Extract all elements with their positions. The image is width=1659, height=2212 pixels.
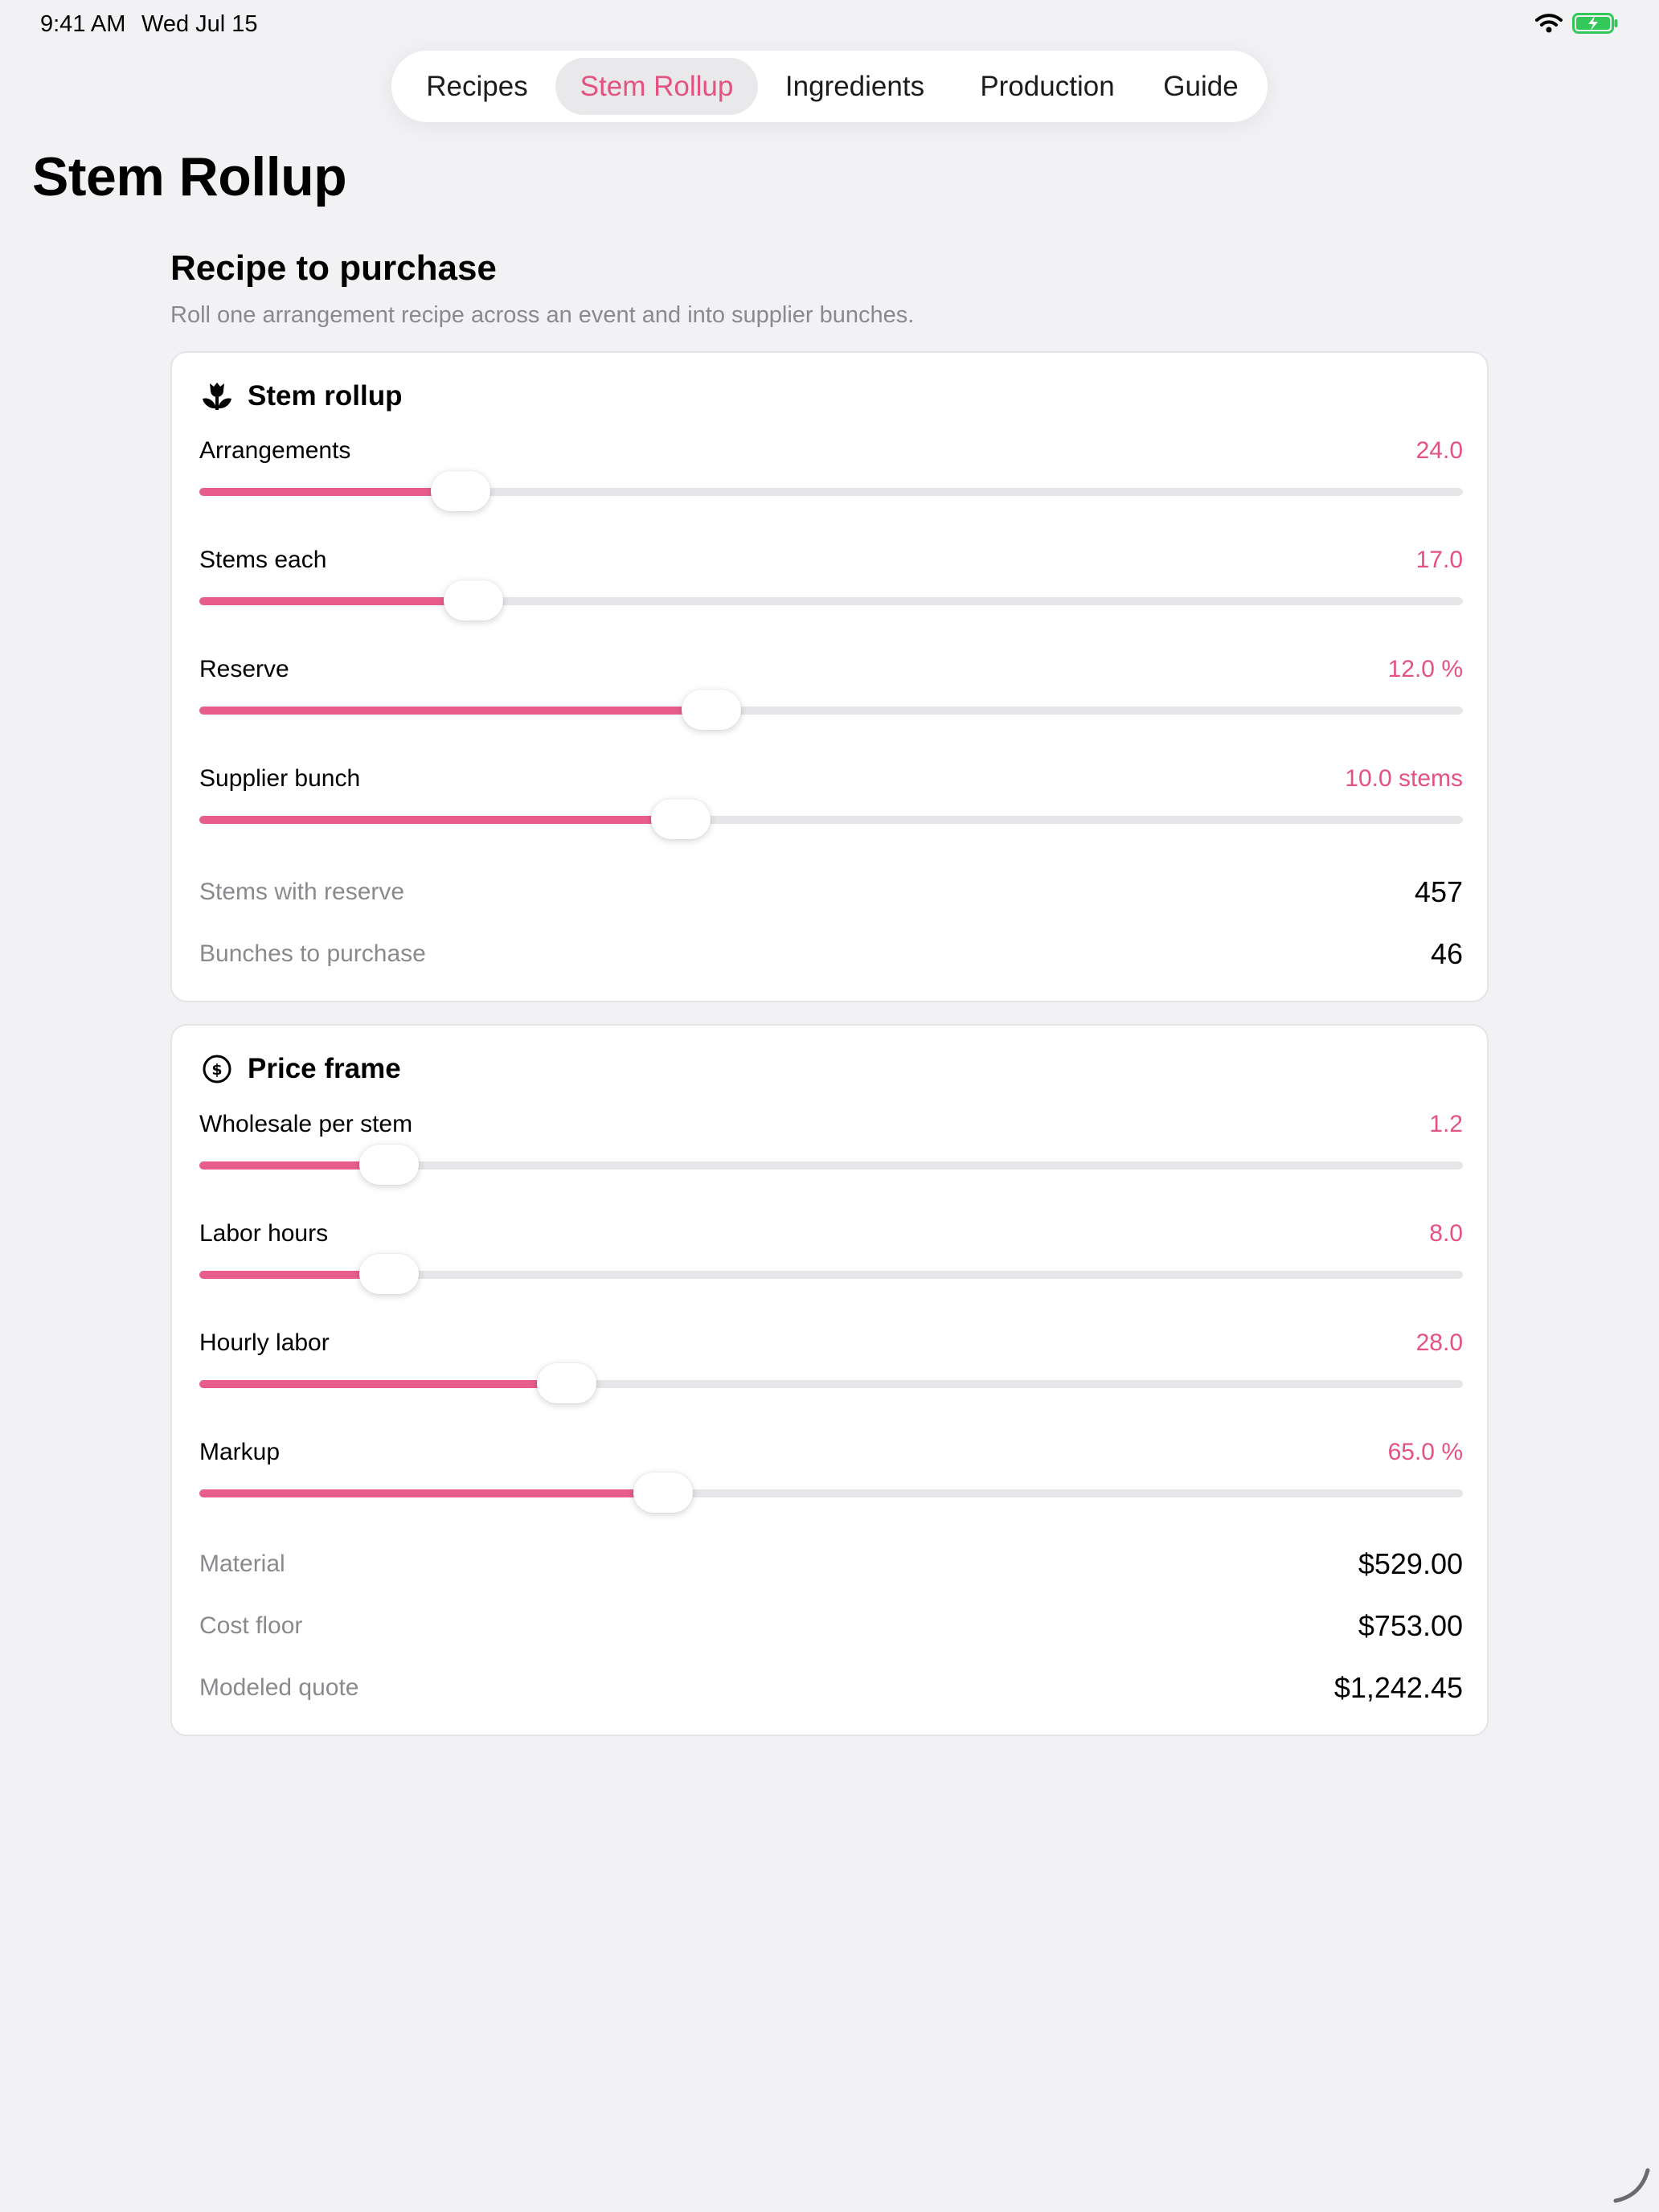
slider-value: 12.0 % [1387, 656, 1463, 682]
slider-label: Wholesale per stem [199, 1111, 413, 1137]
slider-thumb[interactable] [431, 471, 490, 511]
slider-fill [199, 1380, 567, 1388]
slider-track[interactable] [199, 816, 1463, 824]
slider-arrangements [199, 435, 1463, 523]
stat-value: $529.00 [1358, 1547, 1463, 1580]
slider-markup [199, 1436, 1463, 1525]
slider-track[interactable] [199, 1489, 1463, 1497]
stat-label: Modeled quote [199, 1674, 359, 1701]
slider-value: 65.0 % [1387, 1439, 1463, 1465]
slider-wholesale-per-stem [199, 1108, 1463, 1197]
stat-bunches-to-purchase [199, 937, 1463, 976]
stat-value: $1,242.45 [1333, 1671, 1463, 1704]
status-time: 9:41 AM [40, 11, 126, 37]
slider-thumb[interactable] [651, 799, 711, 839]
slider-value: 10.0 stems [1345, 765, 1463, 792]
tab-stem-rollup[interactable]: Stem Rollup [555, 58, 758, 115]
battery-icon [1572, 13, 1619, 38]
section-title: Recipe to purchase [170, 248, 497, 288]
svg-text:$: $ [211, 1061, 223, 1079]
status-bar [0, 0, 1659, 51]
slider-fill [199, 1489, 663, 1497]
slider-track[interactable] [199, 707, 1463, 715]
stem-rollup-header [199, 379, 403, 414]
slider-track[interactable] [199, 488, 1463, 496]
slider-value: 17.0 [1415, 547, 1463, 573]
slider-value: 28.0 [1415, 1329, 1463, 1356]
slider-thumb[interactable] [537, 1363, 596, 1403]
slider-label: Supplier bunch [199, 765, 361, 792]
tab-guide[interactable]: Guide [1163, 70, 1239, 102]
slider-value: 24.0 [1415, 437, 1463, 464]
page-title: Stem Rollup [32, 146, 347, 207]
stat-label: Bunches to purchase [199, 940, 426, 967]
slider-thumb[interactable] [359, 1254, 419, 1294]
status-date: Wed Jul 15 [141, 11, 258, 37]
slider-label: Hourly labor [199, 1329, 330, 1356]
stat-label: Stems with reserve [199, 879, 405, 905]
stem-rollup-card [170, 351, 1489, 1002]
slider-thumb[interactable] [682, 690, 741, 730]
price-frame-header [199, 1051, 401, 1087]
tab-recipes[interactable]: Recipes [426, 70, 528, 102]
stat-cost-floor [199, 1609, 1463, 1648]
tab-ingredients[interactable]: Ingredients [784, 70, 925, 102]
wifi-icon [1535, 13, 1563, 38]
tab-production[interactable]: Production [980, 70, 1115, 102]
slider-label: Labor hours [199, 1220, 329, 1247]
slider-track[interactable] [199, 1161, 1463, 1169]
slider-value: 8.0 [1429, 1220, 1463, 1247]
slider-supplier-bunch [199, 763, 1463, 851]
slider-track[interactable] [199, 597, 1463, 605]
slider-value: 1.2 [1429, 1111, 1463, 1137]
slider-labor-hours [199, 1218, 1463, 1306]
price-frame-title: Price frame [248, 1053, 401, 1084]
top-tab-bar [391, 51, 1268, 122]
stat-value: 457 [1414, 875, 1463, 908]
slider-stems-each [199, 544, 1463, 633]
slider-fill [199, 816, 681, 824]
stat-value: $753.00 [1358, 1609, 1463, 1642]
slider-label: Markup [199, 1439, 281, 1465]
slider-fill [199, 707, 711, 715]
status-indicators [1535, 13, 1619, 38]
stat-label: Material [199, 1550, 285, 1577]
slider-track[interactable] [199, 1271, 1463, 1279]
stat-label: Cost floor [199, 1612, 303, 1639]
slider-label: Reserve [199, 656, 289, 682]
slider-label: Stems each [199, 547, 327, 573]
slider-track[interactable] [199, 1380, 1463, 1388]
price-frame-card [170, 1024, 1489, 1736]
slider-thumb[interactable] [633, 1473, 693, 1513]
slider-hourly-labor [199, 1327, 1463, 1415]
slider-thumb[interactable] [359, 1145, 419, 1185]
stat-modeled-quote [199, 1671, 1463, 1710]
section-subtitle: Roll one arrangement recipe across an event and into supplier bunches. [170, 302, 915, 328]
slider-reserve [199, 653, 1463, 742]
slider-fill [199, 488, 461, 496]
stat-value: 46 [1430, 937, 1463, 970]
slider-fill [199, 597, 473, 605]
stem-rollup-title: Stem rollup [248, 380, 403, 412]
dollar-circle-icon [199, 1051, 235, 1087]
stat-material [199, 1547, 1463, 1586]
stat-stems-with-reserve [199, 875, 1463, 914]
resize-handle-icon[interactable] [1608, 2161, 1653, 2206]
slider-thumb[interactable] [444, 580, 503, 621]
slider-label: Arrangements [199, 437, 351, 464]
flower-icon [199, 379, 235, 414]
